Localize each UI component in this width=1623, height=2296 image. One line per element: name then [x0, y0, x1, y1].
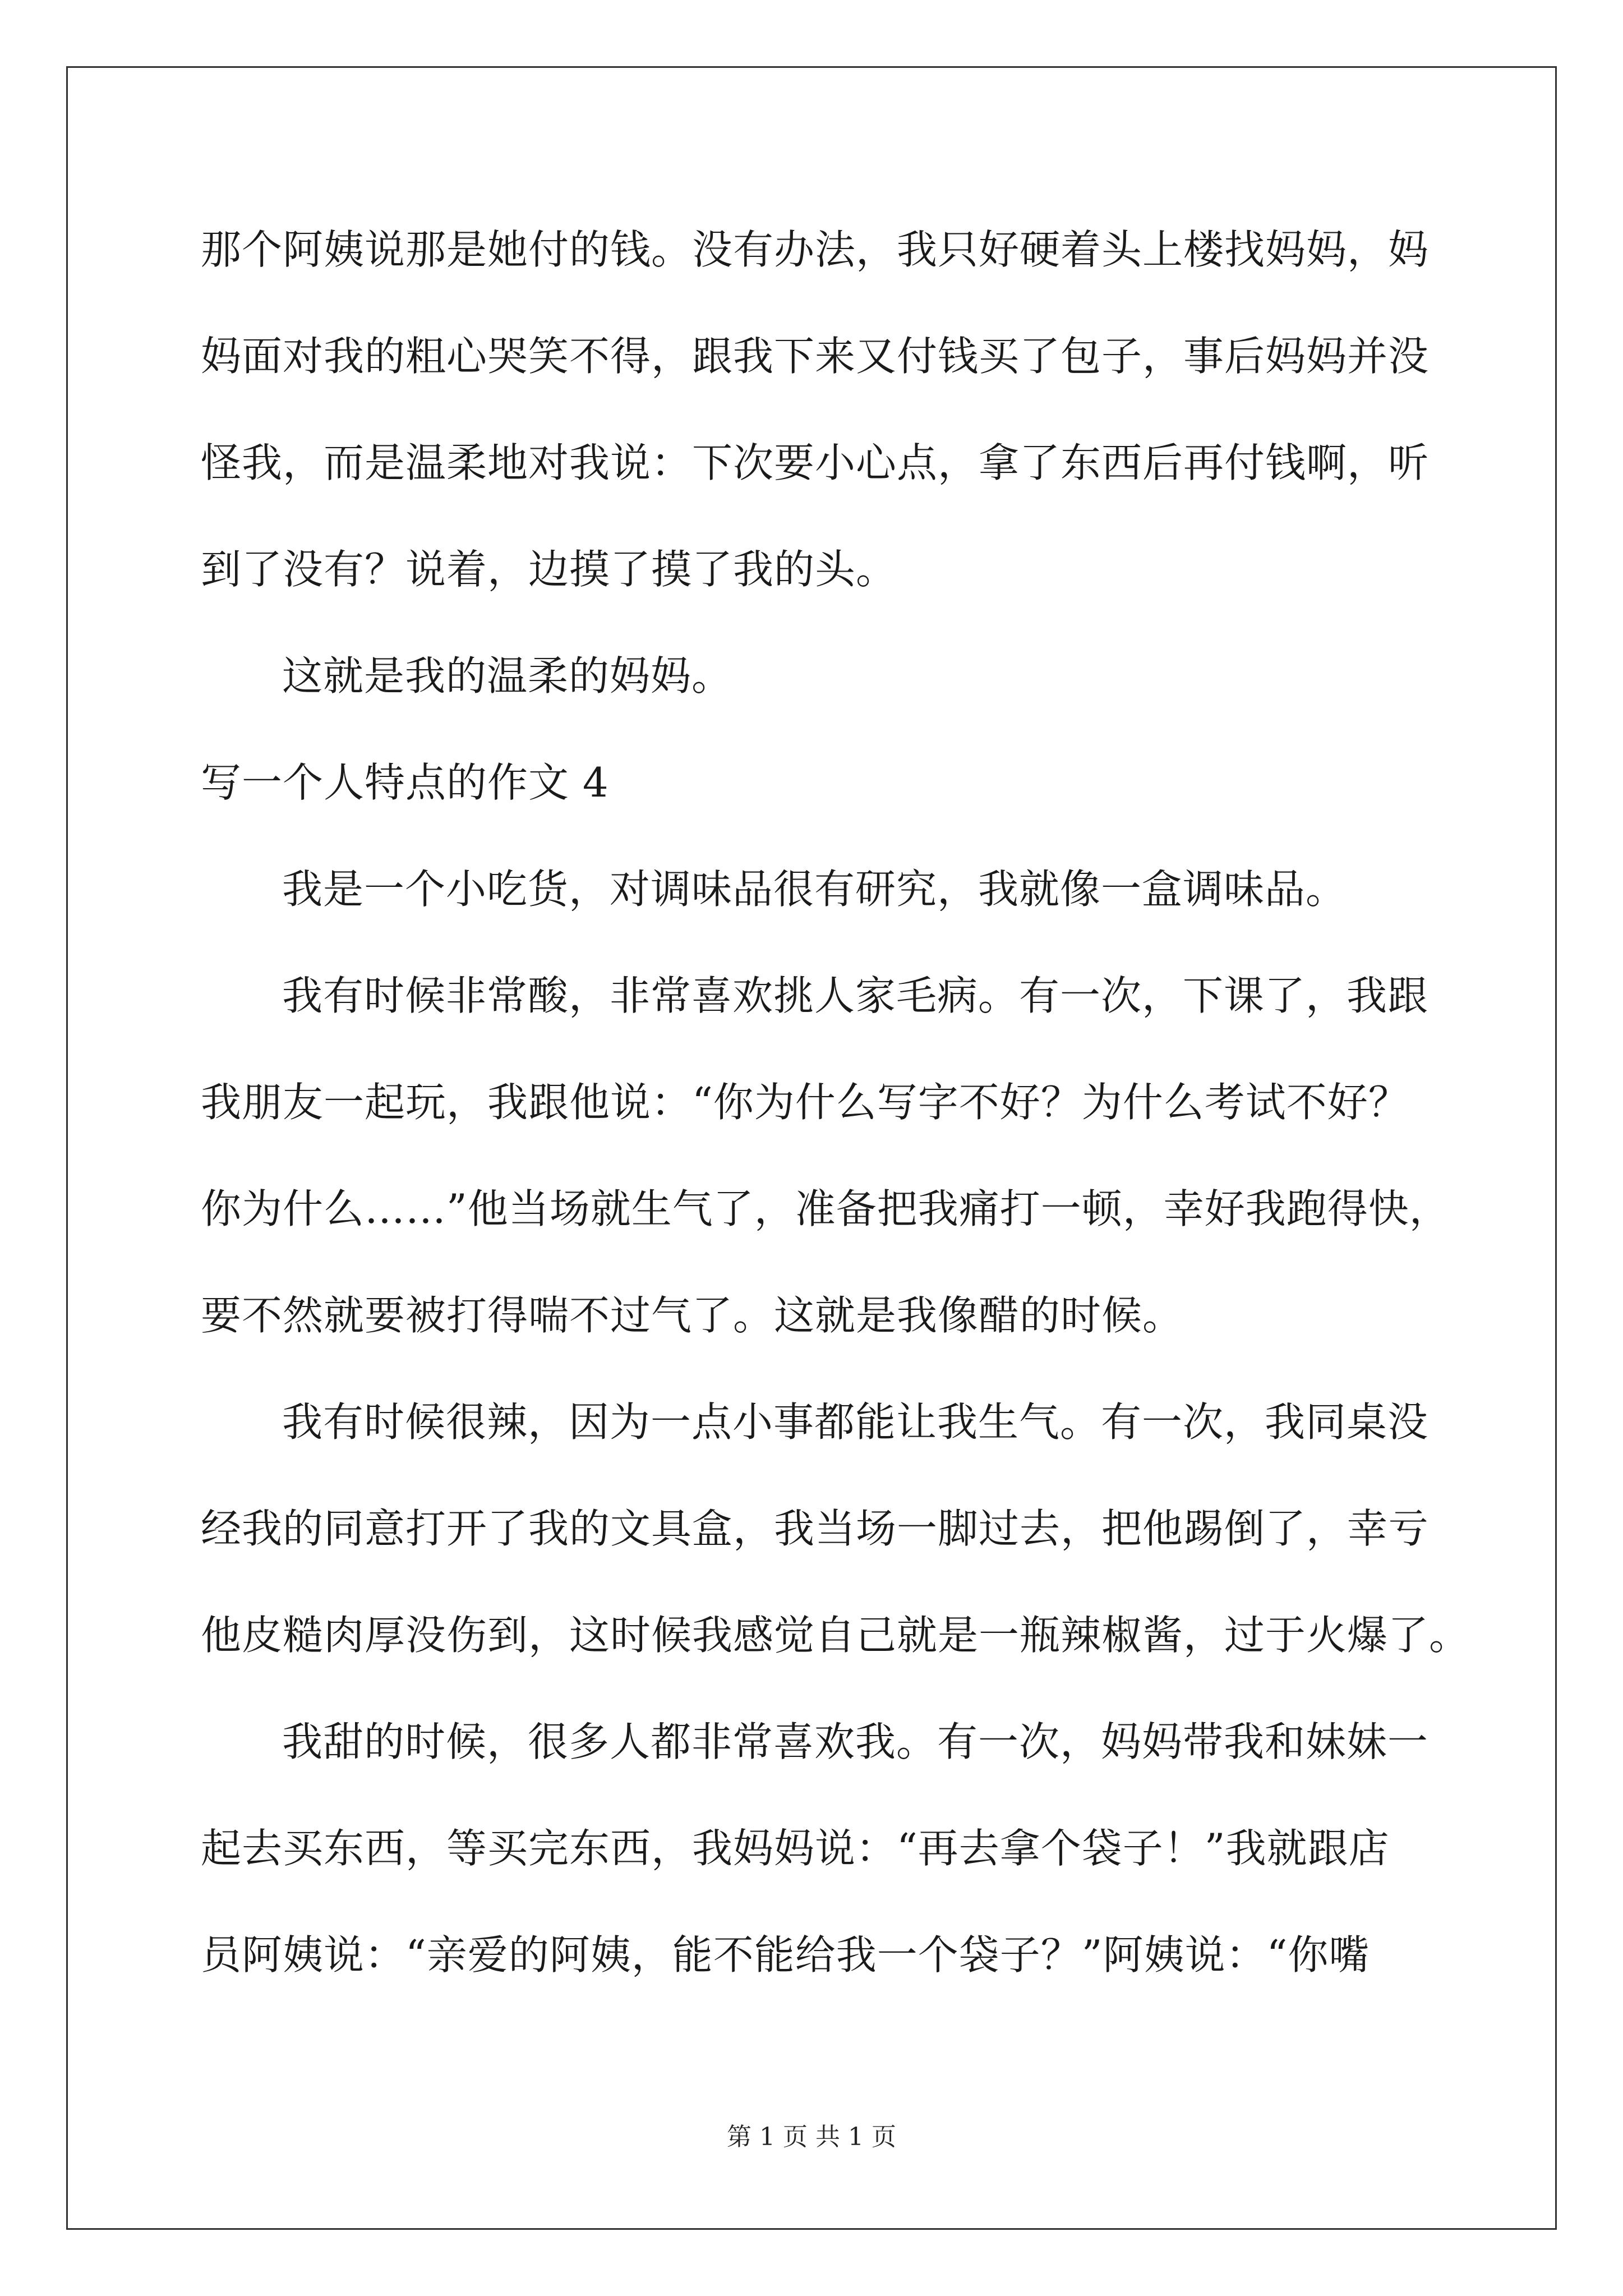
paragraph-line: 经我的同意打开了我的文具盒，我当场一脚过去，把他踢倒了，幸亏 [201, 1505, 1430, 1552]
paragraph-line: 要不然就要被打得喘不过气了。这就是我像醋的时候。 [201, 1292, 1184, 1339]
paragraph-line: 到了没有？说着，边摸了摸了我的头。 [201, 546, 897, 593]
paragraph-line: 我有时候非常酸，非常喜欢挑人家毛病。有一次，下课了，我跟 [282, 972, 1429, 1019]
paragraph-line: 起去买东西，等买完东西，我妈妈说：“再去拿个袋子！”我就跟店 [201, 1825, 1390, 1872]
paragraph-line: 员阿姨说：“亲爱的阿姨，能不能给我一个袋子？”阿姨说：“你嘴 [201, 1931, 1370, 1978]
paragraph-line: 我朋友一起玩，我跟他说：“你为什么写字不好？为什么考试不好？ [201, 1079, 1409, 1126]
paragraph-line: 我是一个小吃货，对调味品很有研究，我就像一盒调味品。 [282, 866, 1347, 913]
section-heading: 写一个人特点的作文 4 [201, 759, 609, 806]
paragraph-line: 你为什么……”他当场就生气了，准备把我痛打一顿，幸好我跑得快， [201, 1185, 1450, 1232]
paragraph-line: 怪我，而是温柔地对我说：下次要小心点，拿了东西后再付钱啊，听 [201, 439, 1430, 486]
paragraph-line: 这就是我的温柔的妈妈。 [282, 652, 733, 700]
page-number-footer: 第 1 页 共 1 页 [727, 2123, 896, 2151]
paragraph-line: 他皮糙肉厚没伤到，这时候我感觉自己就是一瓶辣椒酱，过于火爆了。 [201, 1612, 1470, 1659]
paragraph-line: 妈面对我的粗心哭笑不得，跟我下来又付钱买了包子，事后妈妈并没 [201, 333, 1430, 380]
paragraph-line: 我甜的时候，很多人都非常喜欢我。有一次，妈妈带我和妹妹一 [282, 1718, 1429, 1765]
paragraph-line: 那个阿姨说那是她付的钱。没有办法，我只好硬着头上楼找妈妈，妈 [201, 226, 1430, 273]
document-body [201, 208, 1470, 2019]
paragraph-line: 我有时候很辣，因为一点小事都能让我生气。有一次，我同桌没 [282, 1398, 1429, 1446]
